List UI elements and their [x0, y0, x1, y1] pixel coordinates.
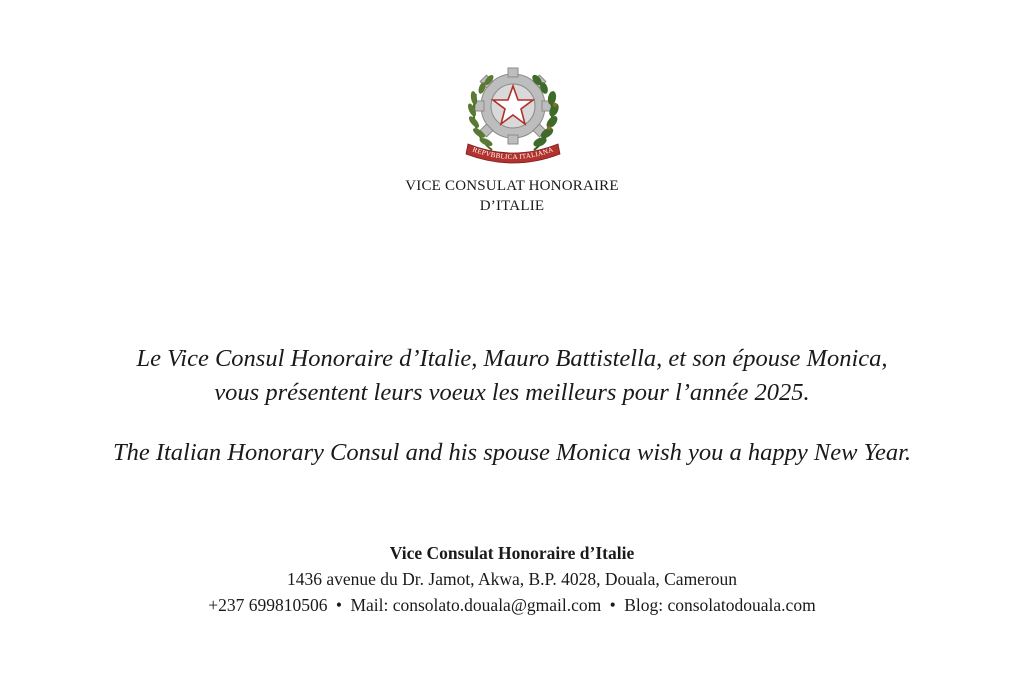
- footer-blog: Blog: consolatodouala.com: [624, 595, 816, 615]
- office-title-line1: VICE CONSULAT HONORAIRE: [405, 178, 619, 194]
- footer-phone: +237 699810506: [208, 595, 328, 615]
- greeting-french-line2: vous présentent leurs voeux les meilleurs pour l’année 2025.: [214, 379, 810, 406]
- greeting-french: [20, 342, 1004, 410]
- greeting-english: The Italian Honorary Consul and his spouse Monica wish you a happy New Year.: [112, 439, 912, 466]
- emblem-of-italy-icon: [462, 58, 564, 168]
- footer-separator: •: [609, 595, 616, 615]
- footer-mail: Mail: consolato.douala@gmail.com: [350, 595, 602, 615]
- emblem-of-italy: [462, 58, 564, 168]
- footer-office-name: Vice Consulat Honoraire d’Italie: [389, 543, 635, 563]
- greeting-french-line1: Le Vice Consul Honoraire d’Italie, Mauro Battistella, et son épouse Monica,: [136, 345, 888, 372]
- footer-contact-line: [60, 592, 964, 618]
- footer-separator: •: [335, 595, 343, 615]
- footer-address: 1436 avenue du Dr. Jamot, Akwa, B.P. 4028, Douala, Cameroun: [286, 569, 738, 589]
- contact-footer: [60, 540, 964, 618]
- ribbon: [466, 144, 560, 163]
- emblem-motto: REPVBBLICA ITALIANA: [471, 145, 555, 162]
- office-title-line2: D’ITALIE: [479, 198, 545, 214]
- office-title: [312, 176, 712, 216]
